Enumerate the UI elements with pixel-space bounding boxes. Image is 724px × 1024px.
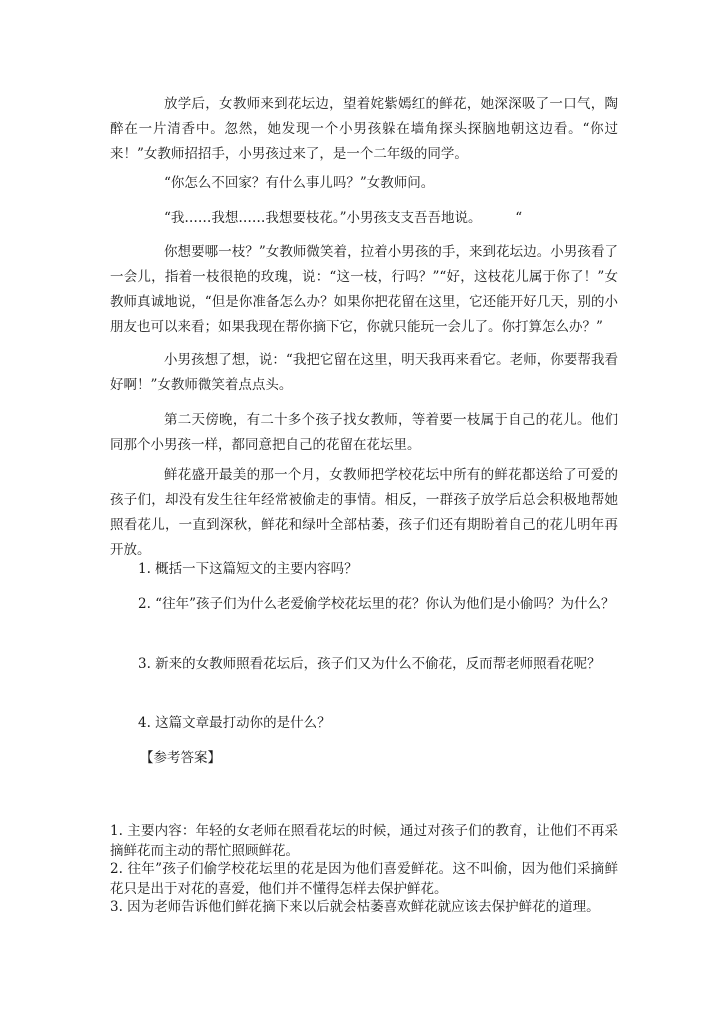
answer-1: 1. 主要内容：年轻的女老师在照看花坛的时候，通过对孩子们的教育，让他们不再采摘鲜花而主动的帮忙照顾鲜花。	[110, 823, 618, 859]
question-1: 1. 概括一下这篇短文的主要内容吗？	[138, 561, 358, 577]
answer-3: 3. 因为老师告诉他们鲜花摘下来以后就会枯萎喜欢鲜花就应该去保护鲜花的道理。	[110, 899, 600, 915]
story-paragraph-7: 鲜花盛开最美的那一个月，女教师把学校花坛中所有的鲜花都送给了可爱的孩子们，却没有发生往年经常被偷走的事情。相反，一群孩子放学后总会积极地帮她照看花儿，一直到深秋，鲜花和绿叶全部枯萎，孩子们还有期盼着自己的花儿明年再开放。	[110, 467, 618, 558]
story-paragraph-1: 放学后，女教师来到花坛边，望着姹紫嫣红的鲜花，她深深吸了一口气，陶醉在一片清香中。忽然，她发现一个小男孩躲在墙角探头探脑地朝这边看。“你过来！”女教师招招手，小男孩过来了，是一个二年级的同学。	[110, 96, 618, 162]
question-2: 2. “往年”孩子们为什么老爱偷学校花坛里的花？你认为他们是小偷吗？为什么？	[138, 596, 615, 612]
question-4: 4. 这篇文章最打动你的是什么？	[138, 715, 331, 731]
question-3: 3. 新来的女教师照看花坛后，孩子们又为什么不偷花，反而帮老师照看花呢？	[138, 656, 601, 672]
story-paragraph-5: 小男孩想了想，说：“我把它留在这里，明天我再来看它。老师，你要帮我看好啊！”女教师微笑着点点头。	[110, 352, 618, 393]
story-paragraph-2: “你怎么不回家？有什么事儿吗？”女教师问。	[164, 175, 435, 191]
answer-heading: 【参考答案】	[140, 750, 221, 766]
story-paragraph-4: 你想要哪一枝？”女教师微笑着，拉着小男孩的手，来到花坛边。小男孩看了一会儿，指着一枝很艳的玫瑰，说：“这一枝，行吗？”“好，这枝花儿属于你了！”女教师真诚地说，“但是你准备怎么办？如果你把花留在这里，它还能开好几天，别的小朋友也可以来看；如果我现在帮你摘下它，你就只能玩一会儿了。你打算怎么办？”	[110, 244, 618, 335]
story-paragraph-3: “我……我想……我想要枝花。”小男孩支支吾吾地说。 “	[164, 210, 523, 226]
story-paragraph-6: 第二天傍晚，有二十多个孩子找女教师，等着要一枝属于自己的花儿。他们同那个小男孩一样，都同意把自己的花留在花坛里。	[110, 412, 618, 453]
answer-2: 2. 往年”孩子们偷学校花坛里的花是因为他们喜爱鲜花。这不叫偷，因为他们采摘鲜花只是出于对花的喜爱，他们并不懂得怎样去保护鲜花。	[110, 861, 618, 897]
